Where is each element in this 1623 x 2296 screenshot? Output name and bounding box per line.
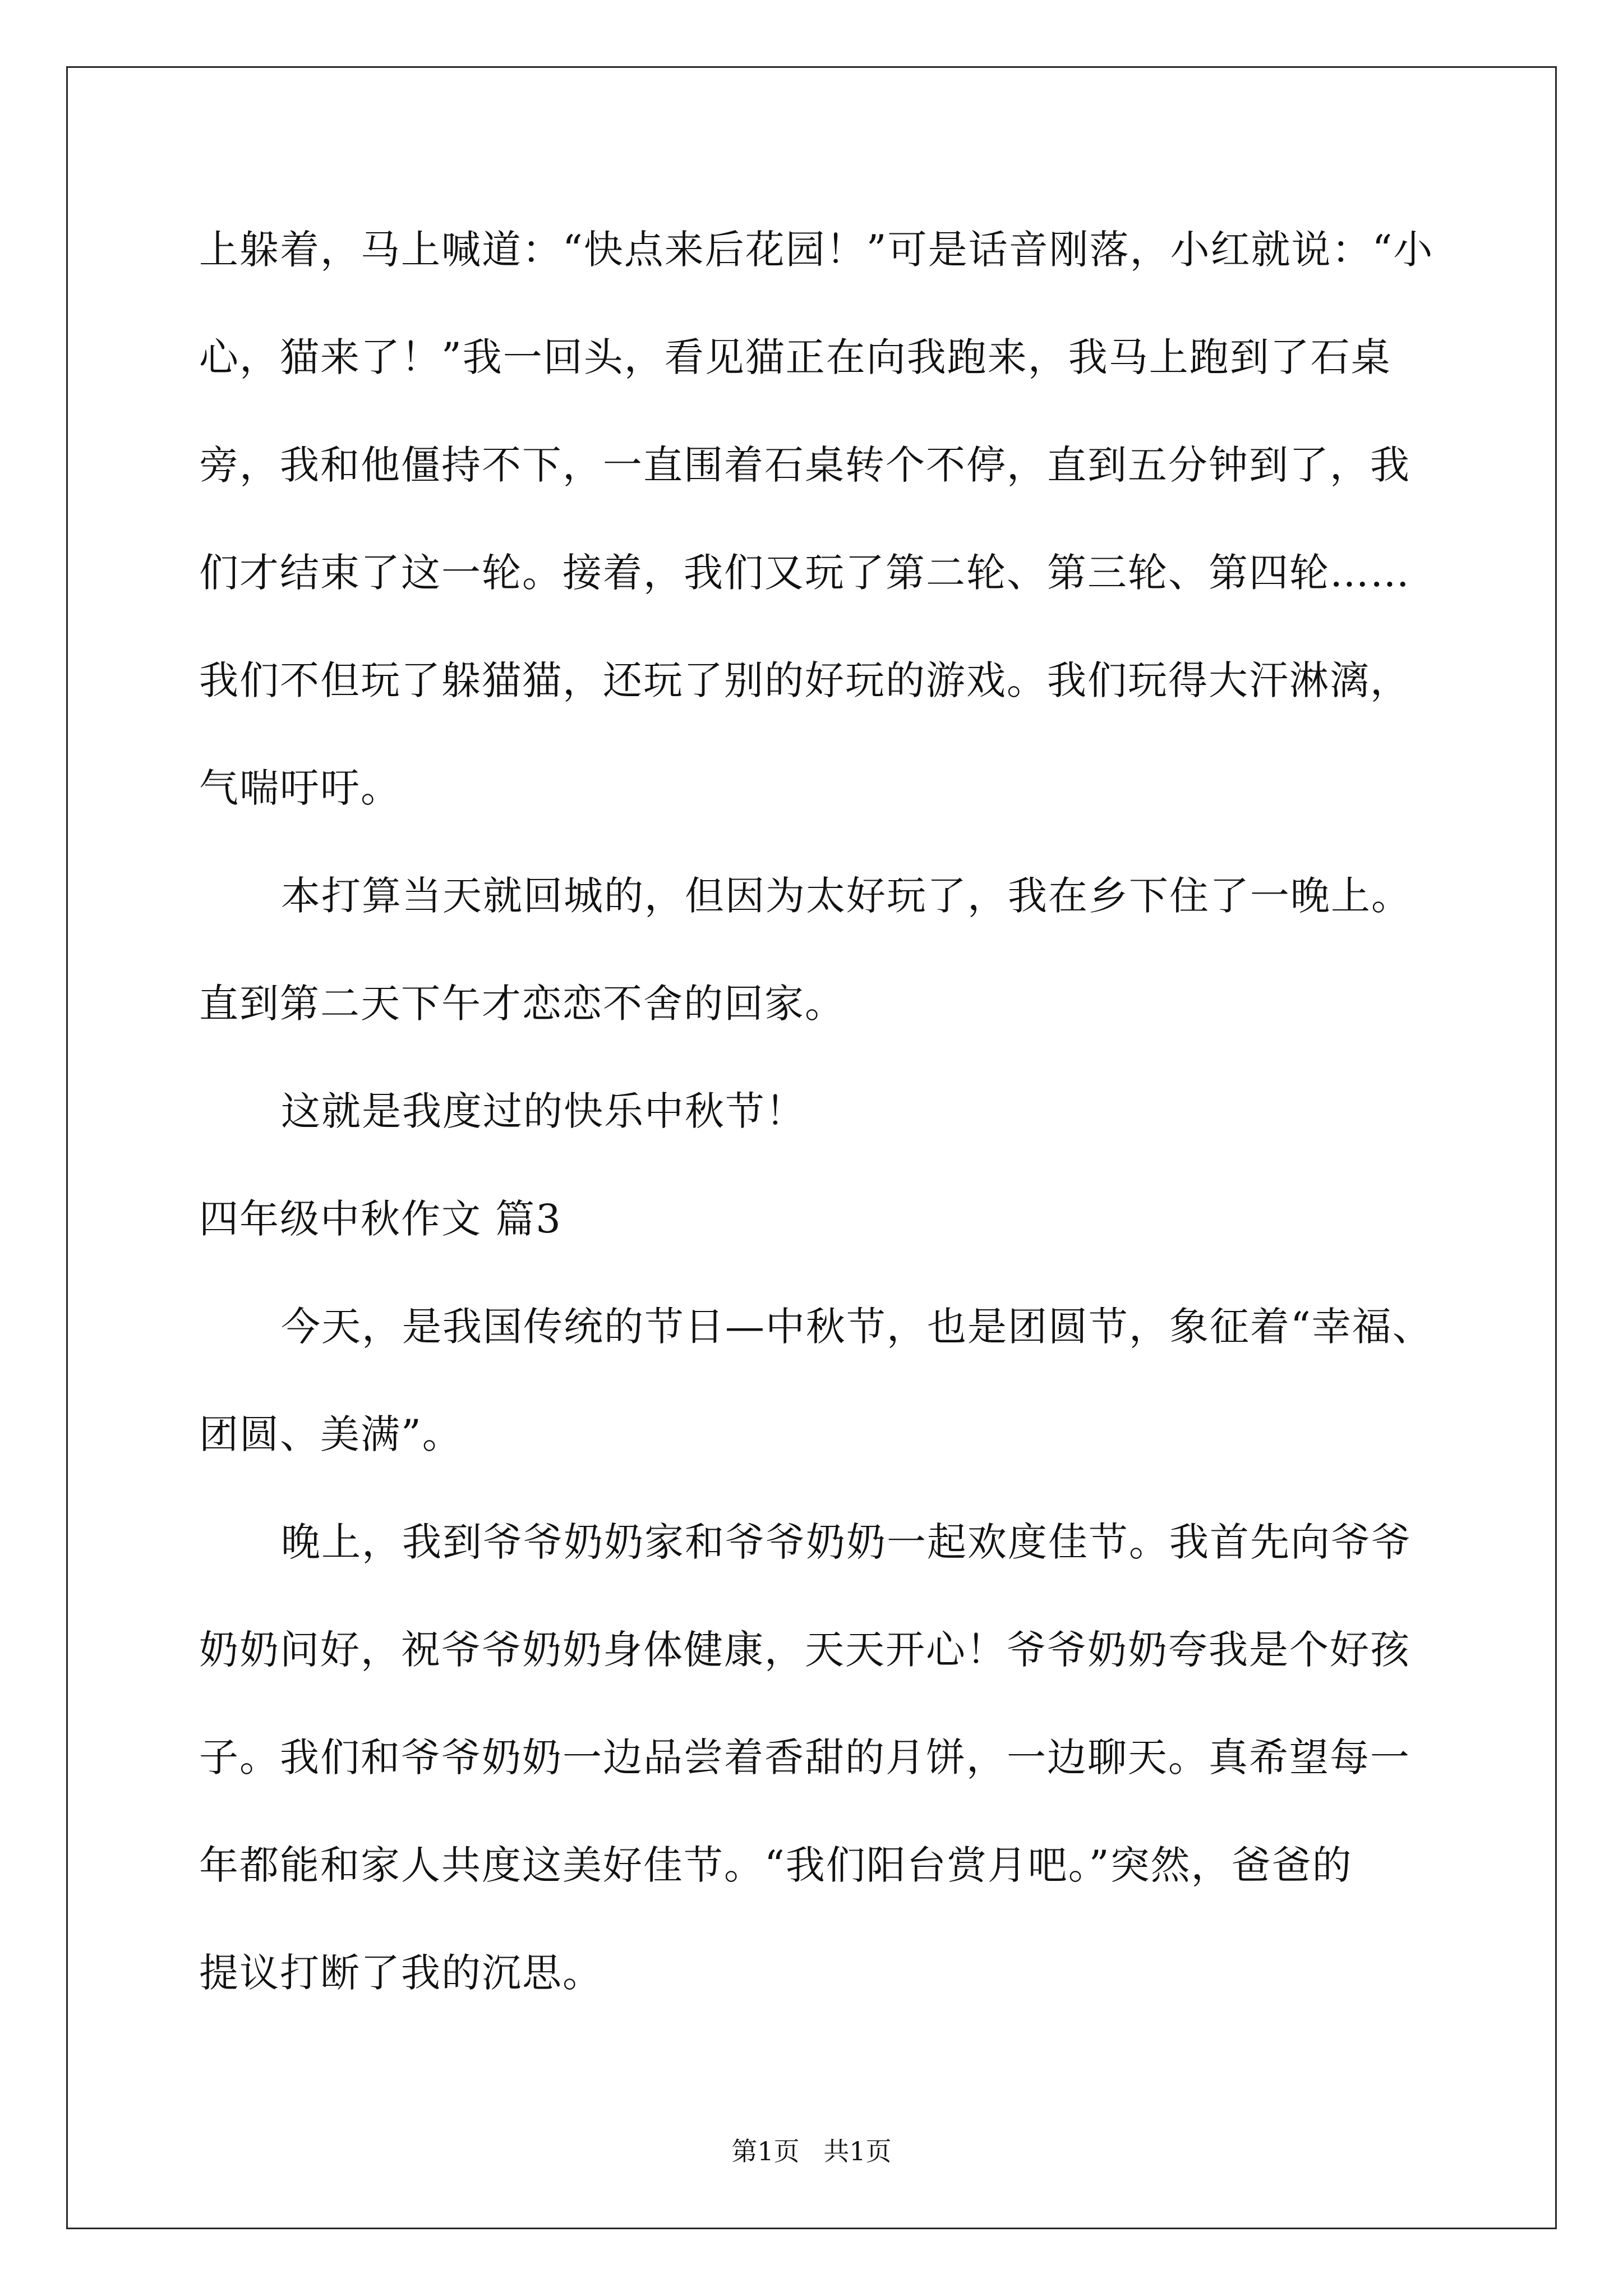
page-footer <box>0 2134 1623 2168</box>
text-line: 提议打断了我的沉思。 <box>199 1950 603 1996</box>
text-line: 奶奶问好，祝爷爷奶奶身体健康，天天开心！爷爷奶奶夸我是个好孩 <box>199 1627 1410 1673</box>
page-number: 第1页 <box>731 2136 800 2166</box>
text-line: 这就是我度过的快乐中秋节！ <box>281 1088 806 1134</box>
document-body <box>199 208 1478 2059</box>
text-line: 旁，我和他僵持不下，一直围着石桌转个不停，直到五分钟到了，我 <box>199 442 1410 488</box>
text-line: 今天，是我国传统的节日—中秋节，也是团圆节，象征着“幸福、 <box>281 1304 1433 1350</box>
text-line: 心，猫来了！”我一回头，看见猫正在向我跑来，我马上跑到了石桌 <box>199 334 1391 380</box>
text-line: 我们不但玩了躲猫猫，还玩了别的好玩的游戏。我们玩得大汗淋漓， <box>199 657 1410 703</box>
text-line: 子。我们和爷爷奶奶一边品尝着香甜的月饼，一边聊天。真希望每一 <box>199 1734 1410 1780</box>
text-line: 直到第二天下午才恋恋不舍的回家。 <box>199 981 845 1027</box>
text-line: 年都能和家人共度这美好佳节。“我们阳台赏月吧。”突然，爸爸的 <box>199 1842 1353 1888</box>
text-line: 团圆、美满”。 <box>199 1411 463 1457</box>
text-line: 晚上，我到爷爷奶奶家和爷爷奶奶一起欢度佳节。我首先向爷爷 <box>281 1519 1412 1565</box>
text-line: 气喘吁吁。 <box>199 765 401 811</box>
text-line: 本打算当天就回城的，但因为太好玩了，我在乡下住了一晚上。 <box>281 873 1412 919</box>
text-line: 们才结束了这一轮。接着，我们又玩了第二轮、第三轮、第四轮…… <box>199 550 1410 596</box>
section-heading: 四年级中秋作文 篇3 <box>199 1196 562 1242</box>
page-total: 共1页 <box>823 2136 892 2166</box>
text-line: 上躲着，马上喊道：“快点来后花园！”可是话音刚落，小红就说：“小 <box>199 227 1434 273</box>
